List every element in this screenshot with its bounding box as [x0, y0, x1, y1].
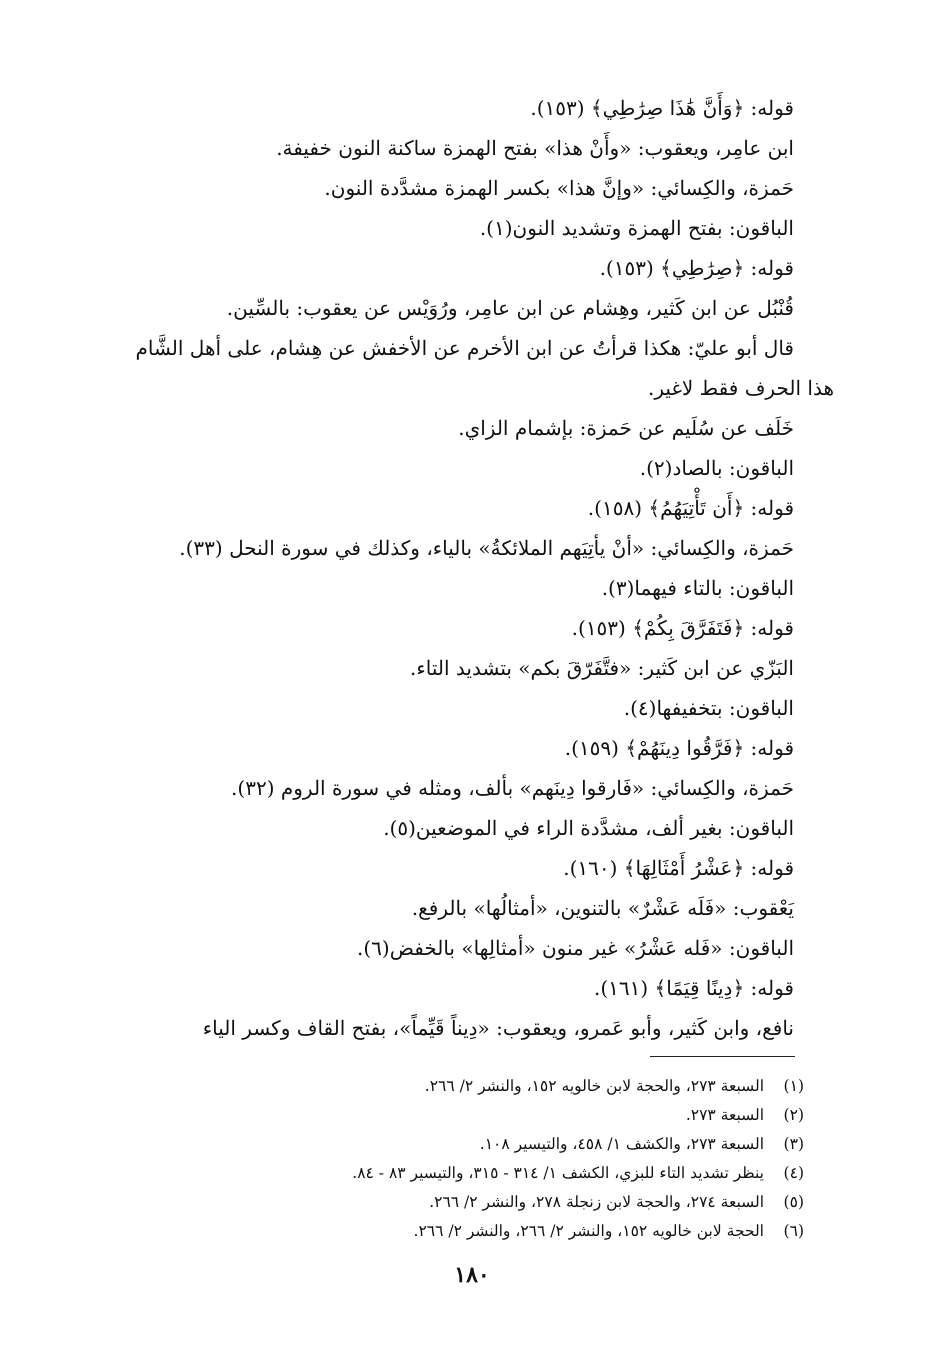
footnote-number: (٢)	[783, 1106, 804, 1124]
footnote-separator	[650, 1056, 795, 1057]
footnote-number: (١)	[783, 1077, 804, 1095]
text-line: قُنْبُل عن ابن كَثير، وهِشام عن ابن عامِر، ورُوَيْس عن يعقوب: بالسِّين.	[226, 296, 794, 320]
footnote	[154, 1072, 804, 1101]
footnote-number: (٦)	[783, 1222, 804, 1240]
text-line: قوله: ﴿وَأَنَّ هَٰذَا صِرَٰطِي﴾ (١٥٣).	[530, 96, 794, 120]
footnote	[154, 1130, 804, 1159]
text-line: قوله: ﴿دِينًا قِيَمًا﴾ (١٦١).	[593, 976, 794, 1000]
text-line: الباقون: بتخفيفها(٤).	[623, 696, 794, 720]
footnote	[154, 1188, 804, 1217]
text-line: حَمزة، والكِسائي: «أنْ يأتِيَهم الملائكةُ» بالياء، وكذلك في سورة النحل (٣٣).	[179, 536, 794, 560]
footnote-number: (٤)	[783, 1164, 804, 1182]
footnote-text: السبعة ٢٧٣، والكشف ١/ ٤٥٨، والتيسير ١٠٨.	[479, 1135, 764, 1153]
page-number: ١٨٠	[454, 1262, 490, 1288]
text-line: الباقون: بالتاء فيهما(٣).	[601, 576, 794, 600]
footnote	[154, 1101, 804, 1130]
footnote	[154, 1217, 804, 1246]
text-line: قوله: ﴿فَرَّقُوا دِينَهُمْ﴾ (١٥٩).	[564, 736, 794, 760]
body-text	[135, 88, 834, 1048]
text-line: الباقون: بغير ألف، مشدَّدة الراء في الموضعين(٥).	[383, 816, 794, 840]
text-line: قوله: ﴿فَتَفَرَّقَ بِكُمْ﴾ (١٥٣).	[571, 616, 794, 640]
text-line: الباقون: بالصاد(٢).	[639, 456, 794, 480]
footnote	[154, 1159, 804, 1188]
footnote-text: السبعة ٢٧٣، والحجة لابن خالويه ١٥٢، والنشر ٢/ ٢٦٦.	[424, 1077, 764, 1095]
footnote-number: (٥)	[783, 1193, 804, 1211]
text-line: قوله: ﴿عَشْرُ أَمْثَالِهَا﴾ (١٦٠).	[563, 856, 794, 880]
text-line: حَمزة، والكِسائي: «فَارقوا دِينَهم» بألف، ومثله في سورة الروم (٣٢).	[231, 776, 794, 800]
text-line: الباقون: بفتح الهمزة وتشديد النون(١).	[479, 216, 794, 240]
text-line: يَعْقوب: «فَلَه عَشْرٌ» بالتنوين، «أمثالُها» بالرفع.	[411, 896, 794, 920]
footnote-text: ينظر تشديد التاء للبزي، الكشف ١/ ٣١٤ - ٣١٥، والتيسير ٨٣ - ٨٤.	[352, 1164, 764, 1182]
text-line: قال أبو عليّ: هكذا قرأتُ عن ابن الأخرم عن الأخفش عن هِشام، على أهل الشَّام	[135, 336, 794, 360]
text-line: خَلَف عن سُلَيم عن حَمزة: بإشمام الزاي.	[458, 416, 794, 440]
text-line: قوله: ﴿صِرَٰطِي﴾ (١٥٣).	[599, 256, 794, 280]
footnotes	[154, 1072, 804, 1246]
footnote-text: السبعة ٢٧٤، والحجة لابن زنجلة ٢٧٨، والنشر ٢/ ٢٦٦.	[429, 1193, 764, 1211]
text-line: حَمزة، والكِسائي: «وإنَّ هذا» بكسر الهمزة مشدَّدة النون.	[324, 176, 794, 200]
text-line: ابن عامِر، ويعقوب: «وأَنْ هذا» بفتح الهمزة ساكنة النون خفيفة.	[276, 136, 794, 160]
text-line: هذا الحرف فقط لاغير.	[648, 376, 834, 400]
text-line: البَزّي عن ابن كَثير: «فتَّفَرّقَ بكم» بتشديد التاء.	[410, 656, 794, 680]
footnote-text: الحجة لابن خالويه ١٥٢، والنشر ٢/ ٢٦٦، والنشر ٢/ ٢٦٦.	[413, 1222, 764, 1240]
text-line: قوله: ﴿أَن تَأْتِيَهُمُ﴾ (١٥٨).	[587, 496, 794, 520]
footnote-number: (٣)	[783, 1135, 804, 1153]
text-line: الباقون: «فَله عَشْرُ» غير منون «أمثالِها» بالخفض(٦).	[356, 936, 794, 960]
footnote-text: السبعة ٢٧٣.	[685, 1106, 764, 1124]
text-line: نافع، وابن كَثير، وأبو عَمرو، ويعقوب: «دِيناً قَيِّماً»، بفتح القاف وكسر الياء	[202, 1016, 794, 1040]
